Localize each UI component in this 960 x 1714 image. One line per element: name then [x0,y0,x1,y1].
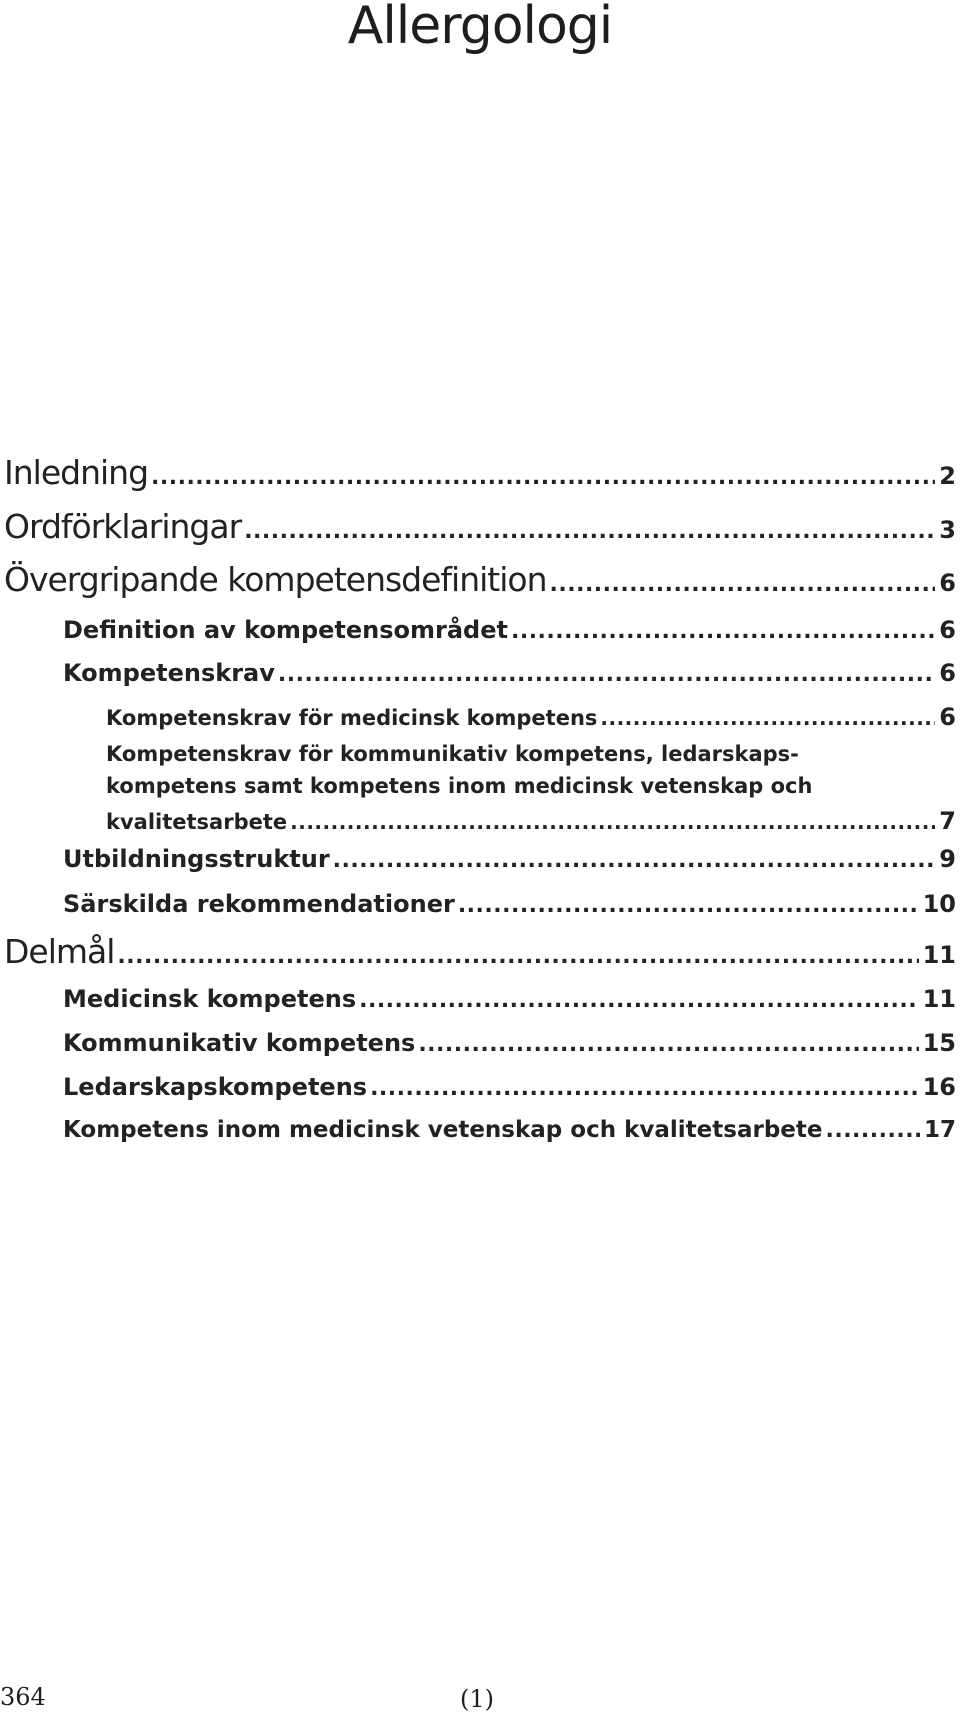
toc-page-number: 16 [922,1073,956,1101]
toc-label: Särskilda rekommendationer [63,890,455,918]
toc-page-number: 6 [939,703,956,731]
dot-leader [290,810,935,834]
dot-leader [511,619,935,644]
toc-page-number: 7 [939,807,956,835]
dot-leader [244,519,935,544]
toc-entry-kompetenskrav[interactable] [63,659,956,687]
toc-page-number: 2 [939,462,956,490]
toc-entry-ordforklaringar[interactable] [4,507,956,546]
toc-label: Övergripande kompetensdefinition [4,560,547,599]
dot-leader [278,662,935,687]
page-title: Allergologi [347,0,613,56]
toc-label: Kompetens inom medicinsk vetenskap och kvalitetsarbete [63,1117,823,1143]
toc-entry-kommunikativ-kompetens[interactable] [63,1029,956,1057]
toc-entry-inledning[interactable] [4,453,956,492]
toc-entry-kompetenskrav-medicinsk[interactable] [106,703,956,731]
toc-label: Kompetenskrav [63,659,275,687]
toc-entry-kompetenskrav-kommunikativ-line1[interactable]: Kompetenskrav för kommunikativ kompetens, ledarskaps- [106,742,799,766]
toc-entry-overgripande-kompetensdefinition[interactable] [4,560,956,599]
dot-leader [418,1032,918,1057]
toc-page-number: 6 [939,616,956,644]
dot-leader [600,706,935,730]
toc-entry-utbildningsstruktur[interactable] [63,845,956,873]
toc-label: Ordförklaringar [4,507,242,546]
toc-label: Delmål [4,932,115,971]
toc-label: Inledning [4,453,149,492]
toc-label: Kommunikativ kompetens [63,1029,416,1057]
toc-page-number: 10 [922,890,956,918]
toc-entry-kompetenskrav-kommunikativ[interactable] [106,807,956,835]
dot-leader [151,465,935,490]
toc-label: Ledarskapskompetens [63,1073,368,1101]
dot-leader [117,944,918,969]
toc-page-number: 6 [939,569,956,597]
toc-label: Kompetenskrav för medicinsk kompetens [106,706,598,730]
toc-page-number: 15 [922,1029,956,1057]
dot-leader [359,988,918,1013]
toc-page-number: 3 [939,516,956,544]
toc-page-number: 6 [939,659,956,687]
toc-entry-ledarskapskompetens[interactable] [63,1073,956,1101]
toc-entry-delmal[interactable] [4,932,956,971]
footer-center-mark: (1) [460,1685,494,1713]
toc-entry-sarskilda-rekommendationer[interactable] [63,890,956,918]
dot-leader [825,1118,920,1143]
toc-entry-kompetens-vetenskap-kvalitet[interactable] [63,1117,956,1143]
toc-page-number: 11 [922,941,956,969]
toc-page-number: 17 [923,1117,956,1143]
dot-leader [550,572,936,597]
toc-entry-definition-av-kompetensomradet[interactable] [63,616,956,644]
toc-page-number: 9 [939,845,956,873]
dot-leader [333,848,936,873]
toc-label: Medicinsk kompetens [63,985,357,1013]
footer-page-number: 364 [0,1683,46,1711]
toc-entry-kompetenskrav-kommunikativ-line2[interactable]: kompetens samt kompetens inom medicinsk vetenskap och [106,774,813,798]
toc-label: Utbildningsstruktur [63,845,330,873]
dot-leader [458,893,919,918]
toc-entry-medicinsk-kompetens[interactable] [63,985,956,1013]
toc-label: kvalitetsarbete [106,810,288,834]
toc-label: Definition av kompetensområdet [63,616,508,644]
toc-page-number: 11 [922,985,956,1013]
dot-leader [370,1076,919,1101]
